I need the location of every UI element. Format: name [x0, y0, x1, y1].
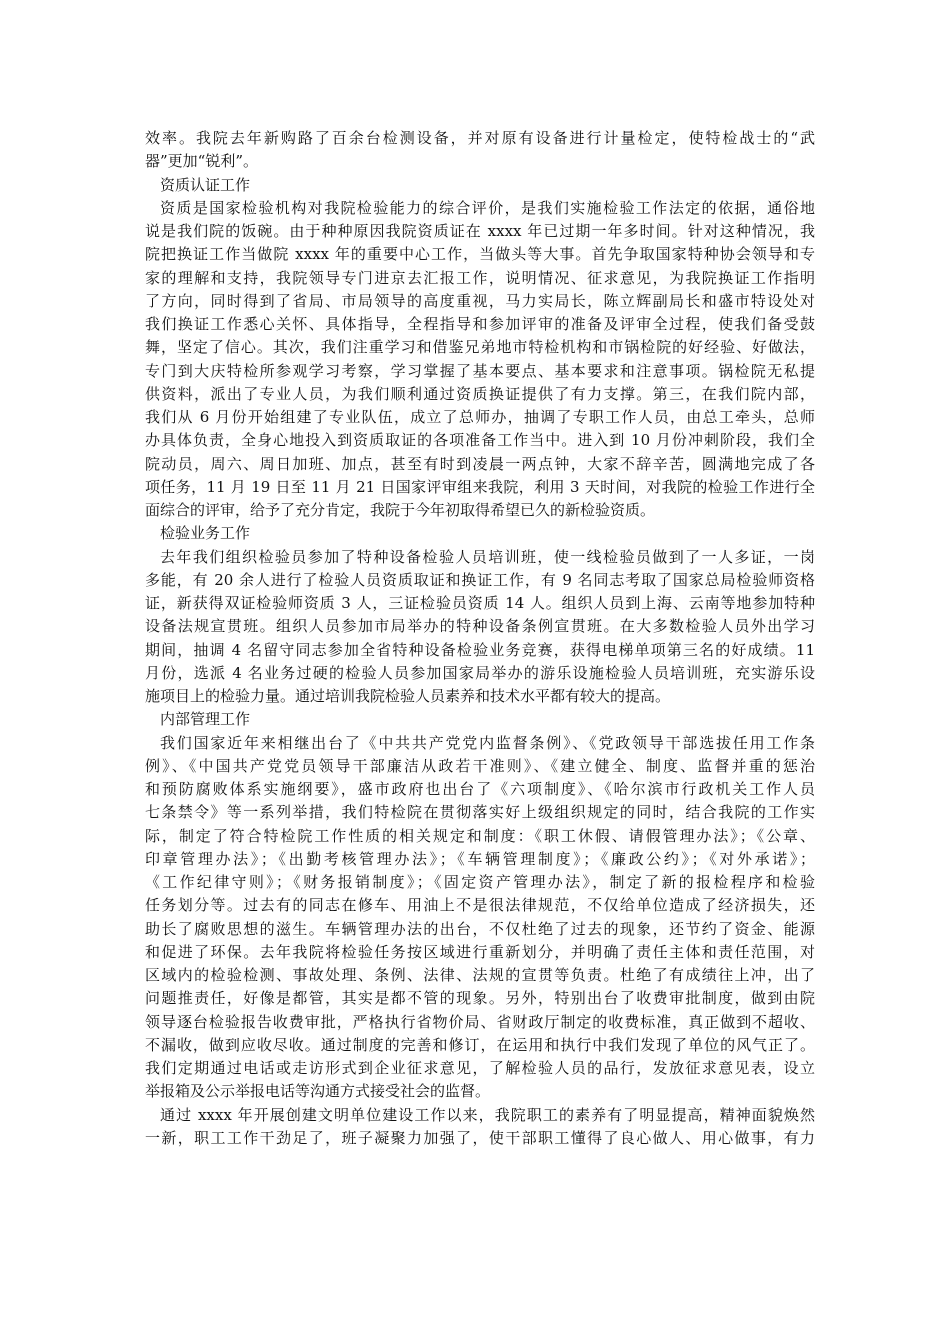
text-line: 效率。我院去年新购路了百余台检测设备，并对原有设备进行计量检定，使特检战士的“武 [145, 129, 815, 147]
text-line: 我们从 6 月份开始组建了专业队伍，成立了总师办，抽调了专职工作人员，由总工牵头，总师 [145, 408, 815, 426]
text-line: 内部管理工作 [160, 710, 251, 729]
text-line: 我们定期通过电话或走访形式到企业征求意见，了解检验人员的品行，发放征求意见表，设立 [145, 1059, 815, 1077]
text-line: 七条禁令》等一系列举措，我们特检院在贯彻落实好上级组织规定的同时，结合我院的工作实 [145, 803, 815, 822]
text-line: 和促进了环保。去年我院将检验任务按区域进行重新划分，并明确了责任主体和责任范围，对 [145, 942, 815, 961]
text-line: 多能，有 20 余人进行了检验人员资质取证和换证工作，有 9 名同志考取了国家总局检验师资格 [145, 570, 815, 589]
text-line: 院把换证工作当做院 xxxx 年的重要中心工作，当做头等大事。首先争取国家特种协会领导和专 [145, 245, 815, 264]
text-line: 施项目上的检验力量。通过培训我院检验人员素养和技术水平都有较大的提高。 [145, 687, 671, 705]
text-line: 一新，职工工作干劲足了，班子凝聚力加强了，使干部职工懂得了良心做人、用心做事，有力 [145, 1128, 815, 1147]
text-line: 了方向，同时得到了省局、市局领导的高度重视，马力实局长，陈立辉副局长和盛市特设处对 [145, 291, 815, 310]
text-line: 去年我们组织检验员参加了特种设备检验人员培训班，使一线检验员做到了一人多证，一岗 [160, 547, 815, 566]
text-line: 设备法规宣贯班。组织人员参加市局举办的特种设备条例宣贯班。在大多数检验人员外出学习 [145, 617, 815, 636]
text-line: 和预防腐败体系实施纲要》，盛市政府也出台了《六项制度》、《哈尔滨市行政机关工作人员 [145, 780, 815, 798]
text-line: 面综合的评审，给予了充分肯定，我院于今年初取得希望已久的新检验资质。 [145, 501, 656, 519]
text-line: 助长了腐败思想的滋生。车辆管理办法的出台，不仅杜绝了过去的现象，还节约了资金、能源 [145, 919, 815, 938]
text-line: 证，新获得双证检验师资质 3 人，三证检验员资质 14 人。组织人员到上海、云南等地参加特种 [145, 594, 815, 612]
text-line: 月份，选派 4 名业务过硬的检验人员参加国家局举办的游乐设施检验人员培训班，充实游乐设 [145, 663, 815, 682]
text-line: 院动员，周六、周日加班、加点，甚至有时到凌晨一两点钟，大家不辞辛苦，圆满地完成了各 [145, 454, 815, 473]
text-line: 资质认证工作 [160, 175, 251, 194]
text-line: 期间，抽调 4 名留守同志参加全省特种设备检验业务竞赛，获得电梯单项第三名的好成绩。11 [145, 640, 815, 659]
text-line: 《工作纪律守则》；《财务报销制度》；《固定资产管理办法》，制定了新的报检程序和检验 [145, 873, 815, 891]
text-line: 说是我们院的饭碗。由于种种原因我院资质证在 xxxx 年已过期一年多时间。针对这种情况，我 [145, 222, 815, 240]
text-line: 器”更加“锐利”。 [145, 152, 259, 171]
text-line: 不漏收，做到应收尽收。通过制度的完善和修订，在运用和执行中我们发现了单位的风气正了。 [145, 1035, 815, 1054]
text-line: 家的理解和支持，我院领导专门进京去汇报工作，说明情况、征求意见，为我院换证工作指明 [145, 268, 815, 287]
document-page [145, 127, 815, 1150]
text-line: 我们国家近年来相继出台了《中共共产党党内监督条例》、《党政领导干部选拔任用工作条 [160, 733, 815, 752]
text-line: 任务划分等。过去有的同志在修车、用油上不是很法律规范，不仅给单位造成了经济损失，还 [145, 896, 815, 915]
text-line: 检验业务工作 [160, 524, 251, 543]
text-line: 专门到大庆特检所参观学习考察，学习掌握了基本要点、基本要求和注意事项。锅检院无私提 [145, 361, 815, 380]
text-line: 际，制定了符合特检院工作性质的相关规定和制度：《职工休假、请假管理办法》；《公章、 [145, 826, 815, 845]
text-line: 我们换证工作悉心关怀、具体指导，全程指导和参加评审的准备及评审全过程，使我们备受鼓 [145, 315, 815, 333]
text-line: 供资料，派出了专业人员，为我们顺利通过资质换证提供了有力支撑。第三，在我们院内部， [145, 384, 815, 403]
text-line: 区域内的检验检测、事故处理、条例、法律、法规的宣贯等负责。杜绝了有成绩往上冲，出了 [145, 966, 815, 984]
text-line: 舞，坚定了信心。其次，我们注重学习和借鉴兄弟地市特检机构和市锅检院的好经验、好做法， [145, 338, 815, 357]
text-line: 办具体负责，全身心地投入到资质取证的各项准备工作当中。进入到 10 月份冲刺阶段，我们全 [145, 431, 815, 450]
text-line: 通过 xxxx 年开展创建文明单位建设工作以来，我院职工的素养有了明显提高，精神面貌焕然 [160, 1105, 815, 1124]
text-line: 资质是国家检验机构对我院检验能力的综合评价，是我们实施检验工作法定的依据，通俗地 [160, 198, 815, 217]
text-line: 举报箱及公示举报电话等沟通方式接受社会的监督。 [145, 1082, 491, 1101]
text-line: 印章管理办法》；《出勤考核管理办法》；《车辆管理制度》；《廉政公约》；《对外承诺》； [145, 849, 815, 868]
text-line: 领导逐台检验报告收费审批，严格执行省物价局、省财政厅制定的收费标准，真正做到不超收、 [145, 1012, 815, 1031]
text-line: 问题推责任，好像是都管，其实是都不管的现象。另外，特别出台了收费审批制度，做到由院 [145, 989, 815, 1008]
text-line: 项任务，11 月 19 日至 11 月 21 日国家评审组来我院，利用 3 天时间，对我院的检验工作进行全 [145, 477, 815, 496]
text-line: 例》、《中国共产党党员领导干部廉洁从政若干准则》、《建立健全、制度、监督并重的惩治 [145, 756, 815, 775]
